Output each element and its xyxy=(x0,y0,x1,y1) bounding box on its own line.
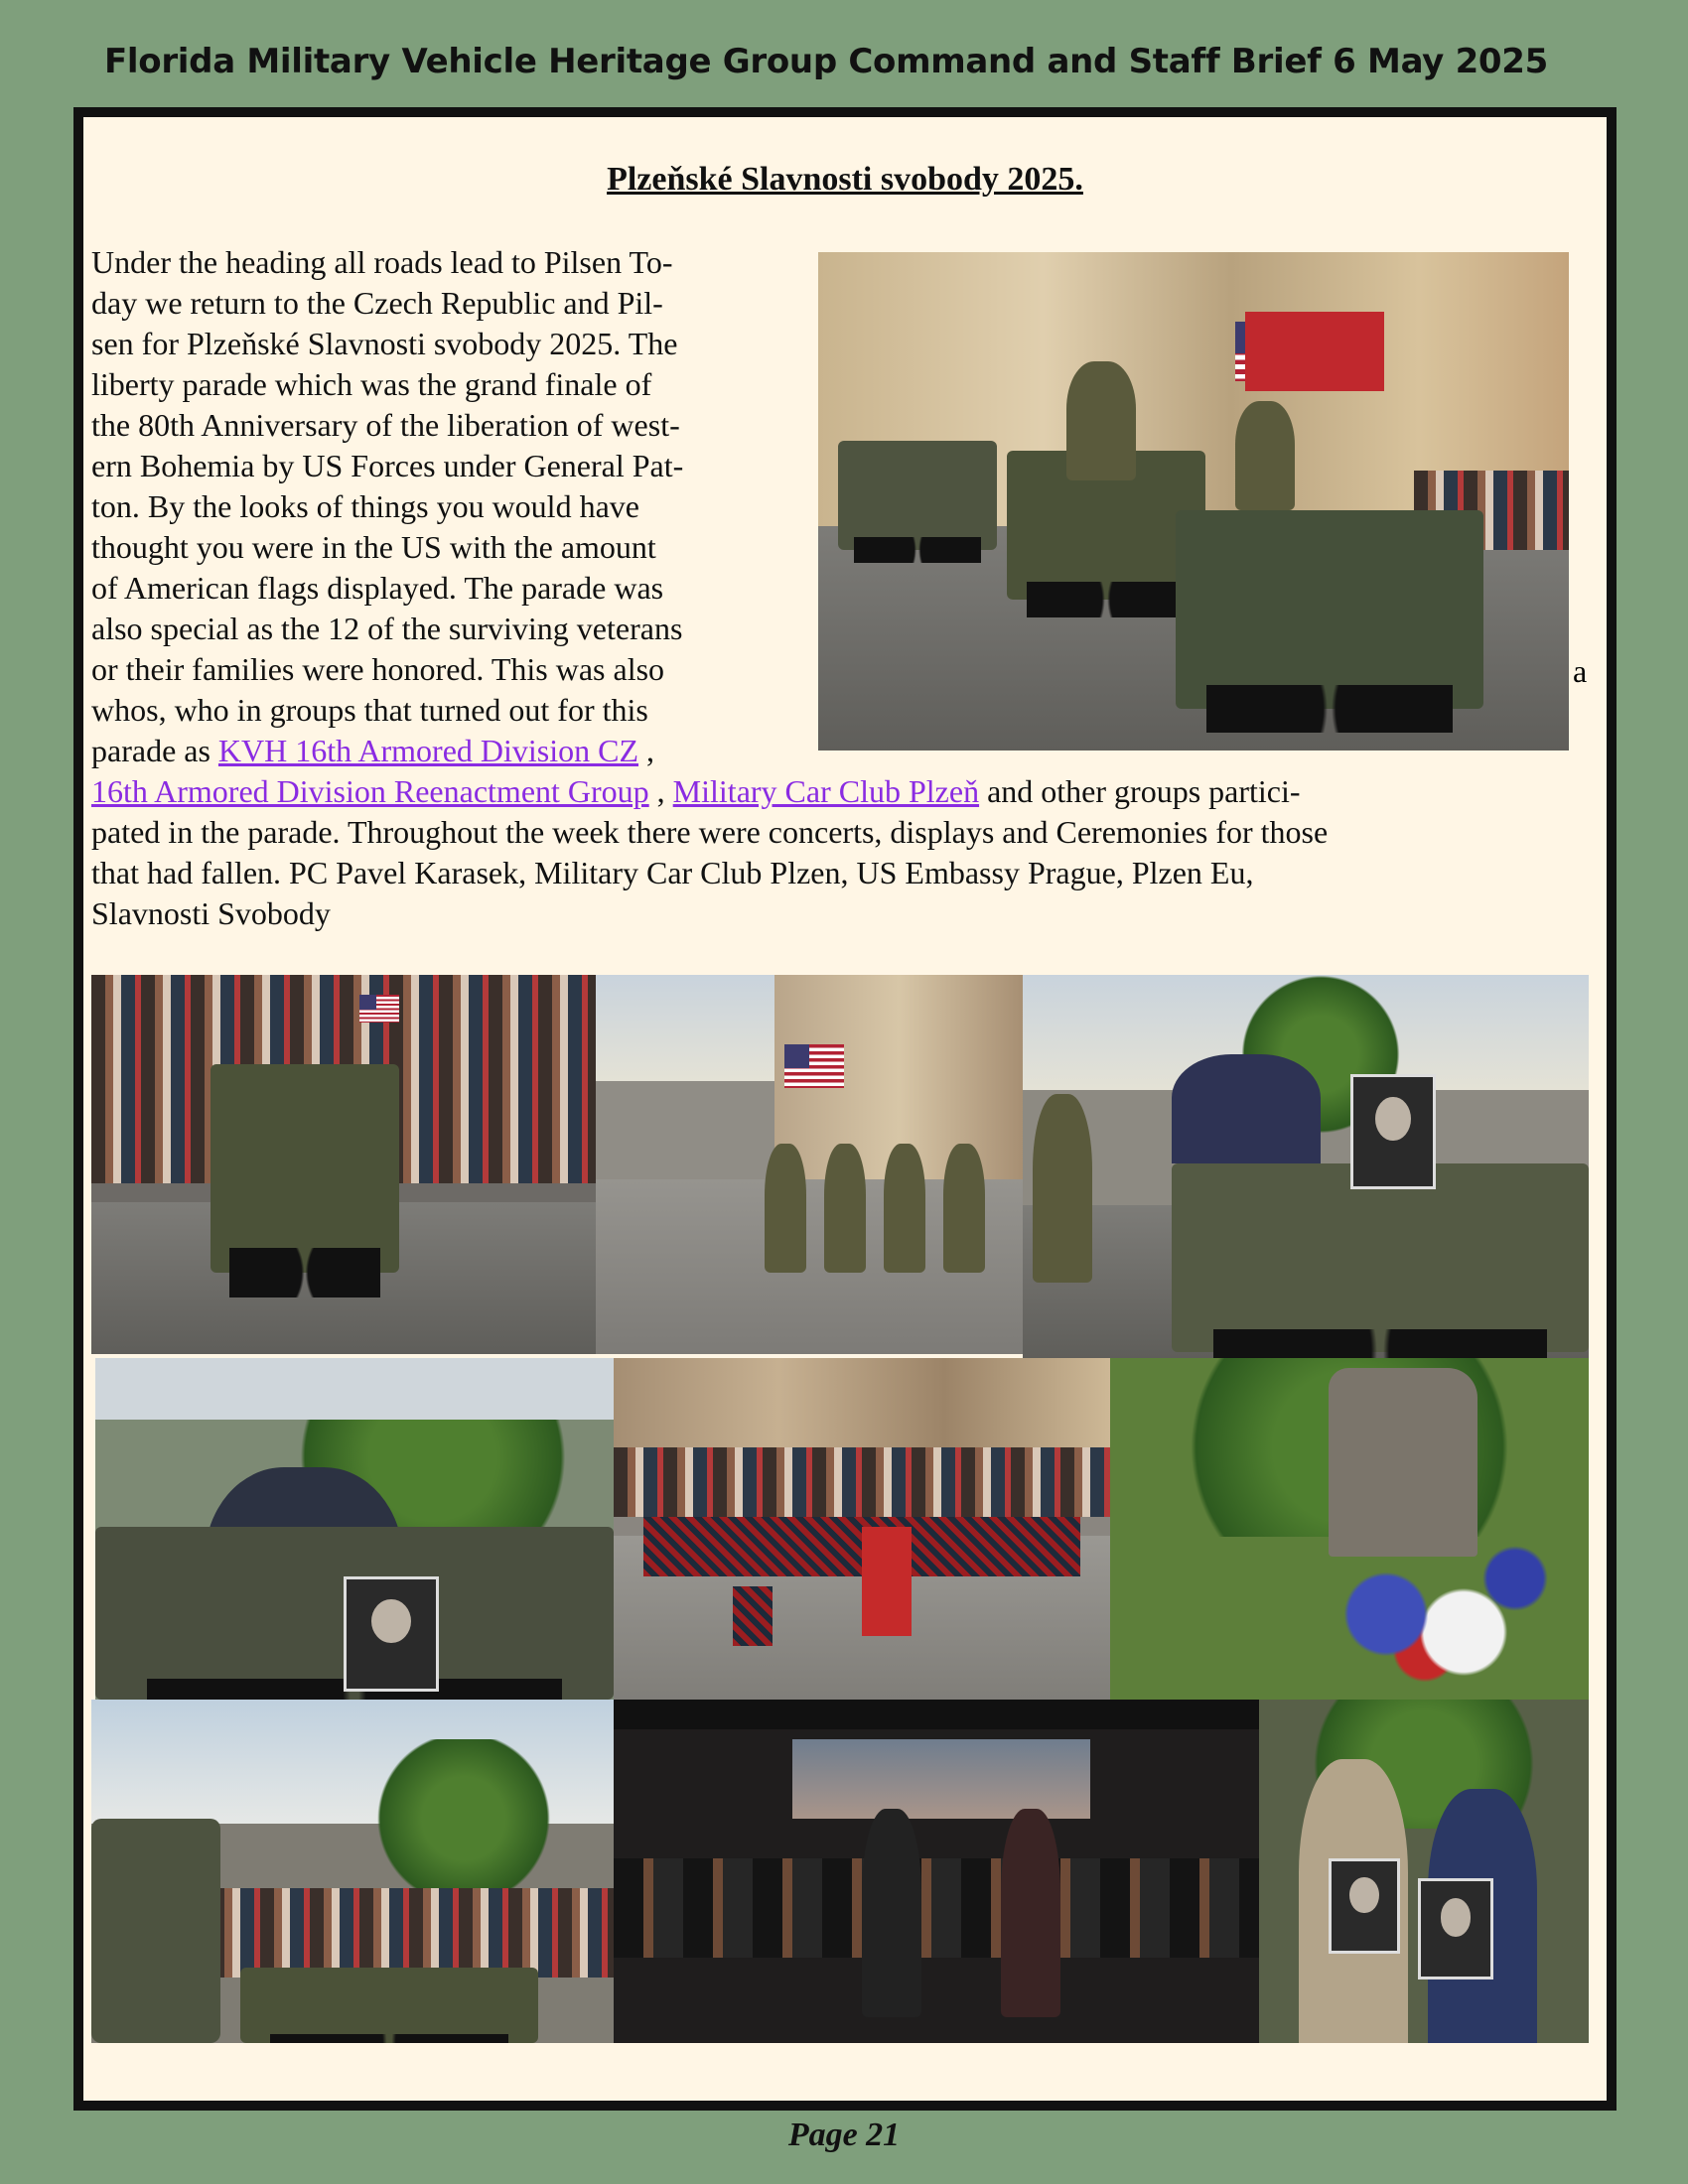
article-line: ton. By the looks of things you would have xyxy=(91,488,639,524)
article-line: whos, who in groups that turned out for this xyxy=(91,692,648,728)
article-line: sen for Plzeňské Slavnosti svobody 2025. The xyxy=(91,326,678,361)
article-line: Under the heading all roads lead to Pilsen To- xyxy=(91,244,673,280)
photo-concert-stage xyxy=(614,1700,1259,2043)
photo-veteran-waving xyxy=(95,1358,614,1700)
photo-tank-column xyxy=(91,1700,614,2043)
link-kvh-16th-armored[interactable]: KVH 16th Armored Division CZ xyxy=(217,733,639,768)
photo-memorial-wreath xyxy=(1110,1358,1589,1700)
photo-couple-portraits xyxy=(1259,1700,1589,2043)
article-line: or their families were honored. This was also xyxy=(91,651,665,687)
article-line: ern Bohemia by US Forces under General Pat- xyxy=(91,448,684,483)
photo-parade-jeeps xyxy=(818,252,1569,751)
page-header: Florida Military Vehicle Heritage Group Command and Staff Brief 6 May 2025 xyxy=(104,42,1548,81)
stray-letter: a xyxy=(1573,653,1588,689)
article-line: also special as the 12 of the surviving veterans xyxy=(91,611,683,646)
photo-marching-soldiers xyxy=(596,975,1023,1354)
article-line: that had fallen. PC Pavel Karasek, Military Car Club Plzen, US Embassy Prague, Plzen Eu, xyxy=(91,855,1254,890)
article-line: liberty parade which was the grand finale of xyxy=(91,366,652,402)
article-line: pated in the parade. Throughout the week there were concerts, displays and Ceremonies for those xyxy=(91,814,1329,850)
link-16th-armored-reenactment[interactable]: 16th Armored Division Reenactment Group xyxy=(91,773,649,809)
article-line: thought you were in the US with the amount xyxy=(91,529,656,565)
article-line: Slavnosti Svobody xyxy=(91,895,331,931)
article-line: of American flags displayed. The parade was xyxy=(91,570,664,606)
article-title: Plzeňské Slavnosti svobody 2025. xyxy=(607,161,1083,198)
photo-veteran-family-jeep xyxy=(1023,975,1589,1358)
text-fragment: and other groups partici- xyxy=(979,773,1301,809)
text-fragment: , xyxy=(638,733,655,768)
article-line: day we return to the Czech Republic and Pil- xyxy=(91,285,663,321)
text-fragment: parade as xyxy=(91,733,218,768)
content-panel xyxy=(83,117,1607,2101)
article-line-links xyxy=(91,771,1601,812)
page-number: Page 21 xyxy=(787,2116,901,2153)
photo-pipe-band xyxy=(614,1358,1110,1700)
text-fragment: , xyxy=(648,773,673,809)
article-line: the 80th Anniversary of the liberation of west- xyxy=(91,407,680,443)
photo-truck-crowd xyxy=(91,975,596,1354)
link-military-car-club-plzen[interactable]: Military Car Club Plzeň xyxy=(672,773,980,809)
